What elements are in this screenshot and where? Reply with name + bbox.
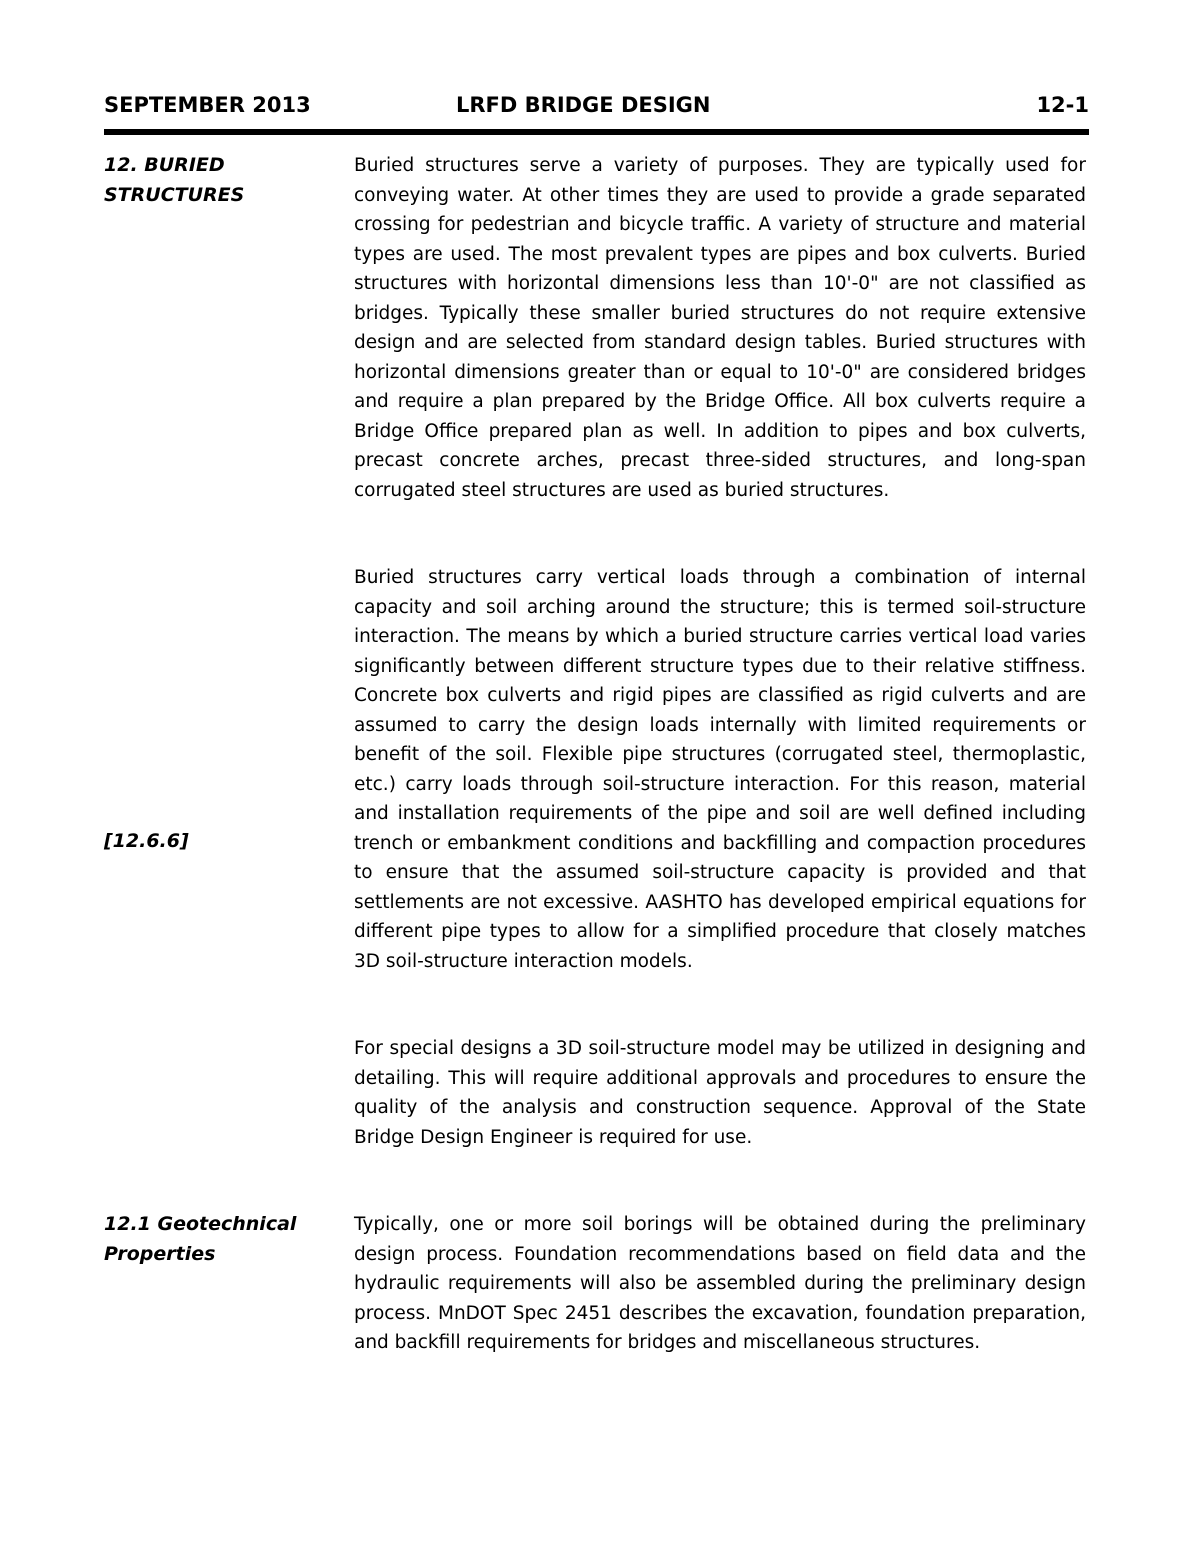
section-12-1-heading-line-2: Properties: [104, 1242, 216, 1265]
section-12-paragraph-1: Buried structures serve a variety of purposes. They are typically used for conveying water. At other times they are used to provide a grade separated crossing for pedestrian and bicycle traffic. A variety of structure and material types are used. The most prevalent types are pipes and box culverts. Buried structures with horizontal dimensions less than 10'-0" are not classified as bridges. Typically these smaller buried structures do not require extensive design and are selected from standard design tables. Buried structures with horizontal dimensions greater than or equal to 10'-0" are considered bridges and require a plan prepared by the Bridge Office. All box culverts require a Bridge Office prepared plan as well. In addition to pipes and box culverts, precast concrete arches, precast three-sided structures, and long-span corrugated steel structures are used as buried structures.: [354, 155, 1086, 501]
page-header: [104, 88, 1089, 122]
section-12-heading-line-1: 12. BURIED: [104, 154, 225, 176]
header-title: LRFD BRIDGE DESIGN: [456, 93, 711, 117]
section-12-1-heading-line-1: 12.1 Geotechnical: [104, 1213, 297, 1235]
section-12-paragraph-2: Buried structures carry vertical loads through a combination of internal capacity and soil arching around the structure; this is termed soil-structure interaction. The means by which a buried structure carries vertical load varies significantly between different structure types due to their relative stiffness. Concrete box culverts and rigid pipes are classified as rigid culverts and are assumed to carry the design loads internally with limited requirements or benefit of the soil. Flexible pipe structures (corrugated steel, thermoplastic, etc.) carry loads through soil-structure interaction. For this reason, material and installation requirements of the pipe and soil are well defined including trench or embankment conditions and backfilling and compaction procedures to ensure that the assumed soil-structure capacity is provided and that settlements are not excessive. AASHTO has developed empirical equations for different pipe types to allow for a simplified procedure that closely matches 3D soil-structure interaction models.: [354, 567, 1086, 972]
header-page-number: 12-1: [1036, 93, 1089, 117]
section-12-heading-line-2: STRUCTURES: [104, 183, 245, 206]
section-12-1-paragraph-1: Typically, one or more soil borings will be obtained during the preliminary design process. Foundation recommendations based on field data and the hydraulic requirements will also be assembled during the preliminary design process. MnDOT Spec 2451 describes the excavation, foundation preparation, and backfill requirements for bridges and miscellaneous structures.: [354, 1214, 1086, 1353]
section-12-1-heading: [104, 1210, 329, 1269]
section-12-paragraph-3: For special designs a 3D soil-structure model may be utilized in designing and detailing. This will require additional approvals and procedures to ensure the quality of the analysis and construction sequence. Approval of the State Bridge Design Engineer is required for use.: [354, 1038, 1086, 1148]
header-date: SEPTEMBER 2013: [104, 93, 311, 117]
section-12-heading: [104, 151, 329, 210]
header-rule: [104, 129, 1089, 135]
section-12-reference: [12.6.6]: [104, 830, 189, 852]
